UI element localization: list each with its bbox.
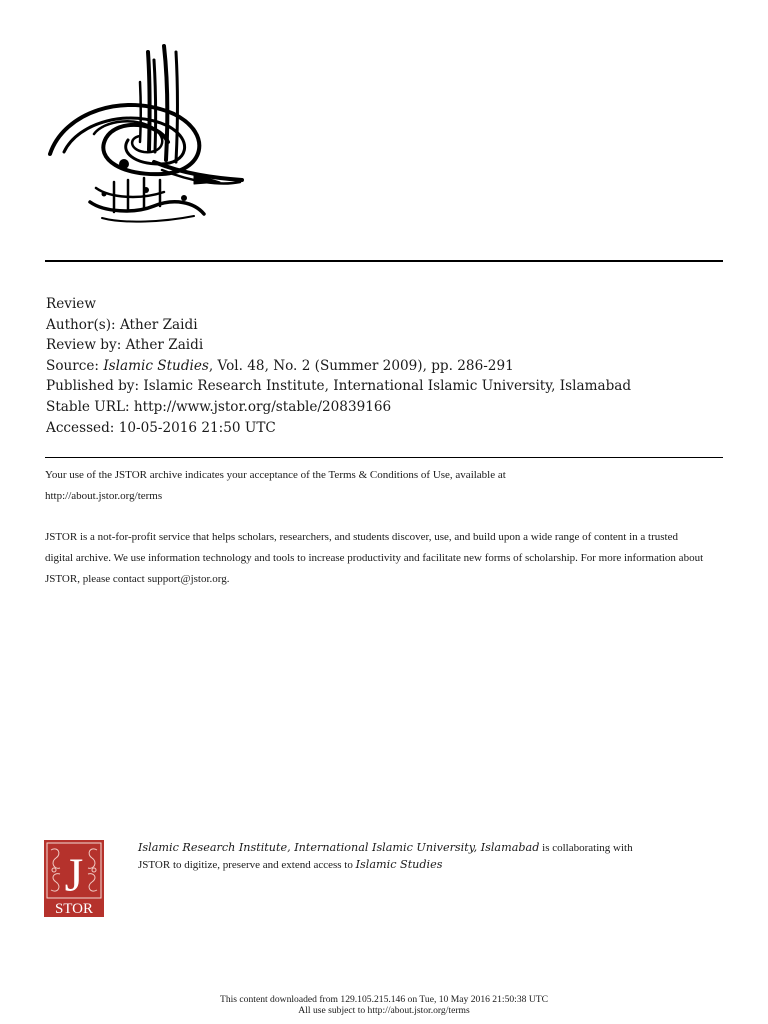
middle-divider	[45, 457, 723, 458]
terms-notice	[45, 465, 735, 590]
accessed-line: Accessed: 10-05-2016 21:50 UTC	[46, 419, 276, 436]
collaboration-line-1	[138, 840, 738, 857]
source-prefix: Source:	[46, 357, 104, 374]
review-label: Review	[46, 296, 96, 312]
collaboration-text-1: is collaborating with	[539, 842, 633, 854]
footer-line-2: All use subject to http://about.jstor.org/terms	[298, 1005, 470, 1016]
collaboration-notice	[138, 840, 738, 873]
tughra-emblem	[44, 42, 244, 224]
source-journal: Islamic Studies	[103, 357, 209, 374]
publisher-name: Islamic Research Institute, International Islamic University, Islamabad	[138, 841, 540, 854]
jstor-logo	[44, 840, 104, 917]
logo-letter: J	[64, 849, 84, 902]
authors-line: Author(s): Ather Zaidi	[46, 316, 198, 333]
jstor-description-line-2: digital archive. We use information technology and tools to increase productivity and facilitate new forms of scholarship. For more information about	[45, 552, 704, 564]
top-divider	[45, 260, 723, 262]
stable-url-link[interactable]: Stable URL: http://www.jstor.org/stable/20839166	[46, 398, 392, 415]
published-by-line: Published by: Islamic Research Institute, International Islamic University, Islamabad	[46, 378, 632, 395]
review-by-line: Review by: Ather Zaidi	[46, 337, 204, 354]
logo-wordmark: STOR	[54, 901, 94, 917]
collaboration-journal: Islamic Studies	[355, 857, 443, 871]
source-details: , Vol. 48, No. 2 (Summer 2009), pp. 286-291	[208, 357, 514, 374]
jstor-description-line-3: JSTOR, please contact support@jstor.org.	[45, 573, 230, 585]
collaboration-text-2: JSTOR to digitize, preserve and extend access to	[138, 858, 356, 871]
terms-line: Your use of the JSTOR archive indicates your acceptance of the Terms & Conditions of Use, available at	[45, 469, 506, 481]
collaboration-line-2	[138, 857, 738, 874]
footer-line-1: This content downloaded from 129.105.215.146 on Tue, 10 May 2016 21:50:38 UTC	[219, 994, 549, 1005]
source-line	[46, 356, 736, 377]
terms-link[interactable]: http://about.jstor.org/terms	[45, 490, 163, 502]
jstor-description-line-1: JSTOR is a not-for-profit service that helps scholars, researchers, and students discover, use, and build upon a wide range of content in a trusted	[45, 531, 678, 543]
citation-block	[46, 294, 736, 438]
download-footer	[0, 994, 768, 1016]
